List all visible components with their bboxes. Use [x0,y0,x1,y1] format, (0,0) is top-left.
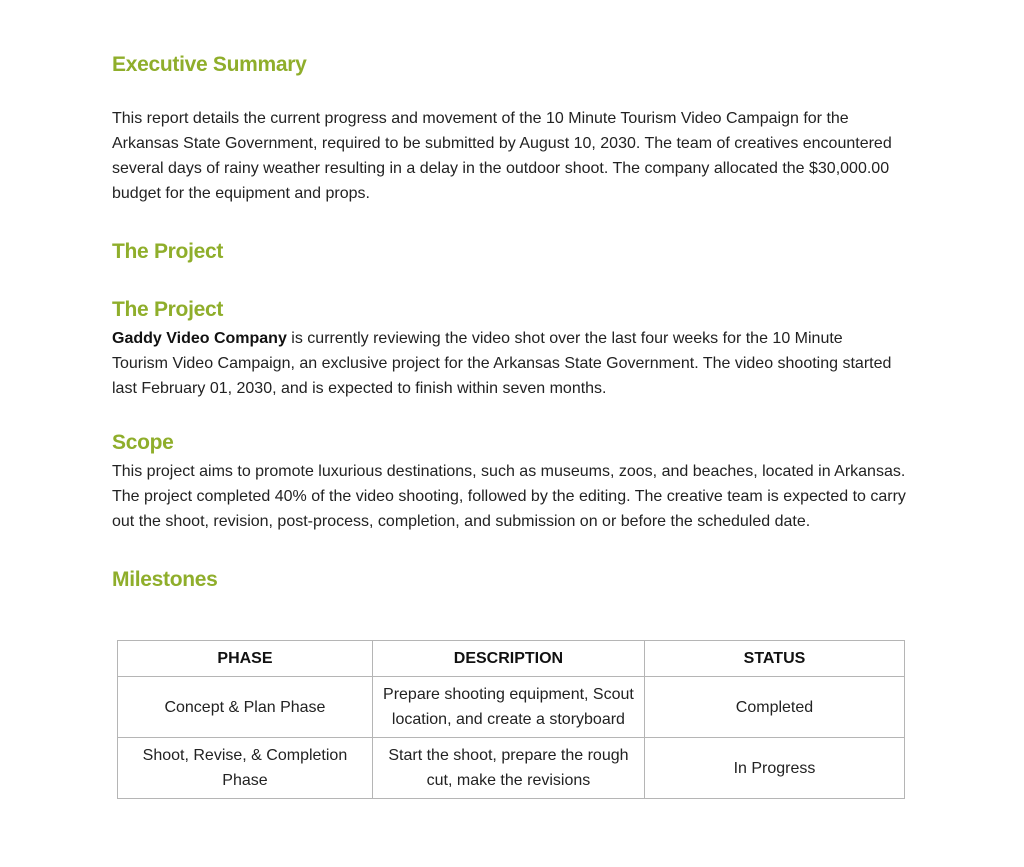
column-header-status: STATUS [644,641,904,677]
status-cell: Completed [644,677,904,738]
milestones-table [117,640,905,799]
description-cell: Prepare shooting equipment, Scout location, and create a storyboard [372,677,644,738]
project-text [112,326,902,401]
description-cell: Start the shoot, prepare the rough cut, make the revisions [372,738,644,799]
scope-text: This project aims to promote luxurious destinations, such as museums, zoos, and beaches, located in Arkansas. The project completed 40% of the video shooting, followed by the editing. The creative team is expected to carry out the shoot, revision, post-process, completion, and submission on or before the scheduled date. [112,463,906,530]
executive-summary-text: This report details the current progress and movement of the 10 Minute Tourism Video Campaign for the Arkansas State Government, required to be submitted by August 10, 2030. The team of creatives encountered several days of rainy weather resulting in a delay in the outdoor shoot. The company allocated the $30,000.00 budget for the equipment and props. [112,110,892,202]
table-header-row [118,641,905,677]
milestones-heading: Milestones [112,568,218,591]
phase-cell: Shoot, Revise, & Completion Phase [118,738,373,799]
project-heading: The Project [112,298,224,321]
executive-summary-heading: Executive Summary [112,53,307,76]
project-body: is currently reviewing the video shot over the last four weeks for the 10 Minute Tourism Video Campaign, an exclusive project for the Arkansas State Government. The video shooting started last February 01, 2030, and is expected to finish within seven months. [112,330,892,397]
project-section-heading: The Project [112,240,224,263]
column-header-description: DESCRIPTION [372,641,644,677]
column-header-phase: PHASE [118,641,373,677]
table-row [118,738,905,799]
scope-heading: Scope [112,431,174,454]
company-name: Gaddy Video Company [112,330,287,347]
status-cell: In Progress [644,738,904,799]
table-row [118,677,905,738]
phase-cell: Concept & Plan Phase [118,677,373,738]
